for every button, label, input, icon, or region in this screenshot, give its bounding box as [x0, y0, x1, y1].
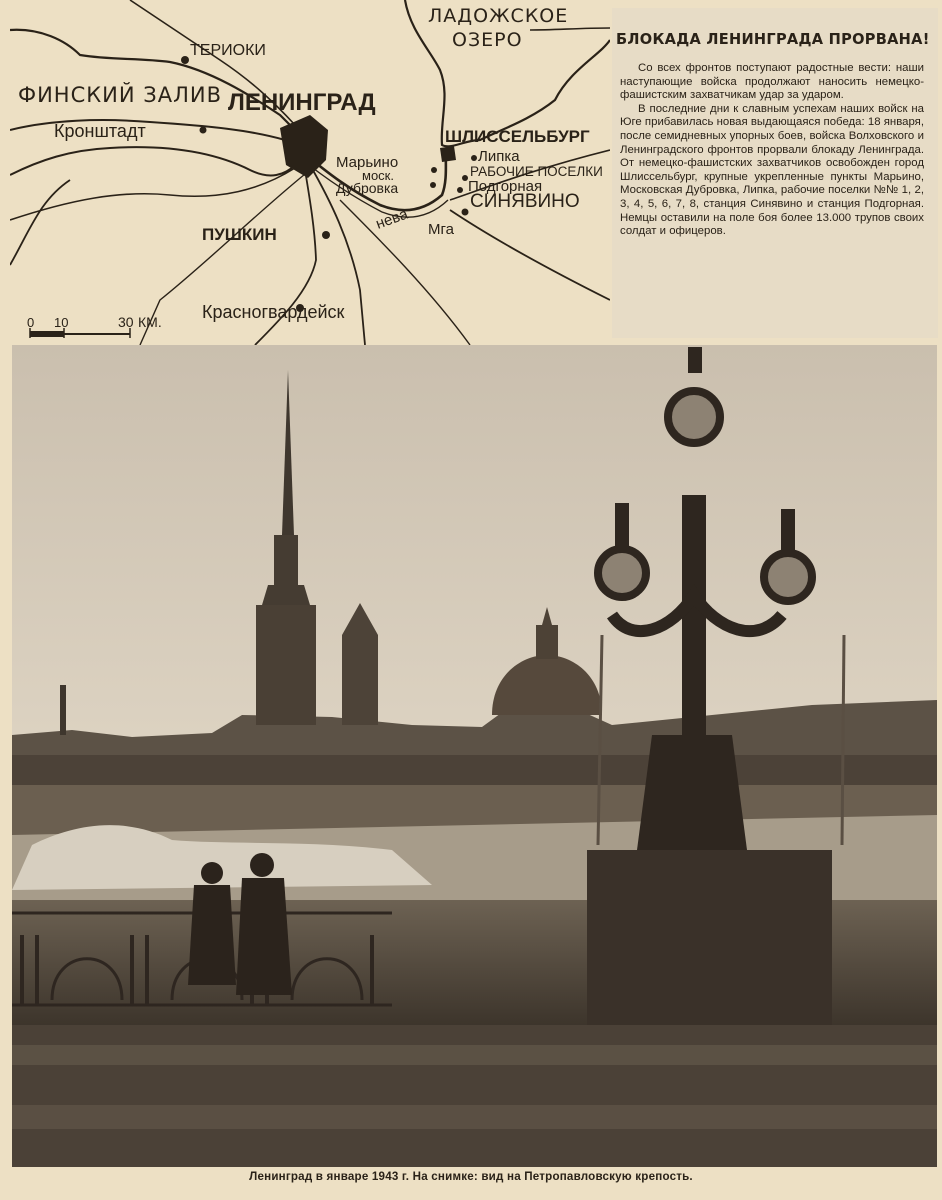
map-label-neva: нева	[373, 205, 411, 233]
photograph-peter-paul-fortress	[12, 345, 937, 1167]
scale-thirty: 30	[118, 314, 134, 330]
map-label-lipka: Липка	[478, 148, 520, 165]
article-headline: БЛОКАДА ЛЕНИНГРАДА ПРОРВАНА!	[616, 30, 930, 48]
map-label-sinyavino: СИНЯВИНО	[470, 191, 580, 212]
map-label-gulf: ФИНСКИЙ ЗАЛИВ	[18, 83, 222, 107]
map-label-dubrovka: Дубровка	[336, 180, 399, 196]
photo-caption: Ленинград в январе 1943 г. На снимке: вид на Петропавловскую крепость.	[249, 1170, 693, 1183]
map-label-mosk: моск.	[362, 168, 394, 183]
map-label-kronshtadt: Кронштадт	[54, 121, 146, 141]
blockade-map	[10, 0, 610, 345]
scale-zero: 0	[27, 315, 35, 330]
map-label-podgornaya: Подгорная	[468, 178, 543, 195]
map-label-ladoga-1: ЛАДОЖСКОЕ	[428, 5, 569, 27]
map-label-leningrad: ЛЕНИНГРАД	[228, 89, 376, 116]
map-scale-bar	[27, 314, 162, 338]
photo-drawing	[12, 345, 937, 1167]
article-paragraph-1: Со всех фронтов поступают радостные вести: наши наступающие войска продолжают наносить немецко-фашистским захватчикам удар за ударом.	[620, 62, 924, 102]
article-paragraph-2: В последние дни к славным успехам наших войск на Юге прибавилась новая выдающаяся победа: 18 января, после семидневных упорных боев, войска Волховского и Ленинградского фронтов прорвали блокаду Ленинграда. От немецко-фашистских захватчиков освобожден город Шлиссельбург, крупные укрепленные пункты Марьино, Московская Дубровка, Липка, рабочие поселки №№ 1, 2, 3, 4, 5, 6, 7, 8, станция Синявино и станция Подгорная. Немцы оставили на поле боя более 13.000 трупов своих солдат и офицеров.	[620, 102, 924, 238]
map-label-rabochie: РАБОЧИЕ ПОСЕЛКИ	[470, 164, 603, 179]
news-article	[612, 8, 938, 338]
map-label-ladoga-2: ОЗЕРО	[452, 29, 523, 51]
map-label-terioki: ТЕРИОКИ	[190, 42, 266, 59]
scale-unit: КМ.	[138, 314, 162, 330]
scale-ten: 10	[54, 315, 69, 330]
map-drawing	[10, 0, 610, 345]
map-label-krasnogvardeysk: Красногвардейск	[202, 302, 345, 322]
map-label-pushkin: ПУШКИН	[202, 225, 277, 244]
map-label-shlisselburg: ШЛИССЕЛЬБУРГ	[445, 127, 590, 146]
map-label-maryino: Марьино	[336, 154, 399, 171]
article-body	[620, 62, 924, 239]
map-label-mga: Мга	[428, 221, 454, 238]
